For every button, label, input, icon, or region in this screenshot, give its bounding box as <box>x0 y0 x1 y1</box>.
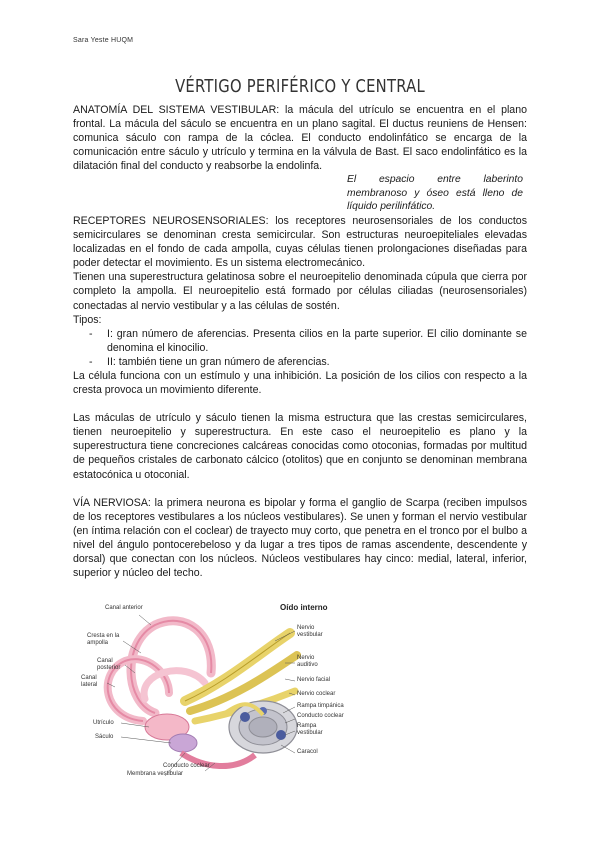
paragraph-superestructura: Tienen una superestructura gelatinosa sobre el neuroepitelio denominada cúpula que cierra por completo la ampolla. El neuroepitelio está formado por células ciliadas (neurosensoriales) conectadas al nervio vestibular y a las células de sostén. <box>73 271 527 312</box>
figure-title: Oído interno <box>280 603 328 612</box>
paragraph-via: VÍA NERVIOSA: la primera neurona es bipolar y forma el ganglio de Scarpa (reciben impulsos de los receptores vestibulares a los núcleos vestibulares). Se unen y forman el nervio vestibular (en íntima relación con el coclear) de trayecto muy corto, que penetra en el tronco por el bulbo a nivel del ángulo pontocerebeloso y da lugar a tres tipos de ramas ascendente, descendente y dorsal) que conectan con los núcleos. Núcleos vestibulares hay cinco: medial, lateral, inferior, superior y núcleo del techo. <box>73 496 527 580</box>
label-caracol: Caracol <box>297 749 318 755</box>
tipos-label: Tipos: <box>73 313 102 326</box>
author-header: Sara Yeste HUQM <box>73 37 134 44</box>
paragraph-maculas: Las máculas de utrículo y sáculo tienen la misma estructura que las crestas semicirculares, tienen neuroepitelio y superestructura. En este caso el neuroepitelio es plano y la superestructura tiene concreciones calcáreas conocidas como otoconias, formadas por multitud de pequeños cristales de carbonato cálcico (otolitos) que en conjunto se denominan membrana estatocónica u otoconial. <box>73 412 527 481</box>
paragraph-anatomia: ANATOMÍA DEL SISTEMA VESTIBULAR: la mácula del utrículo se encuentra en el plano frontal. La mácula del sáculo se encuentra en un plano sagital. El ductus reuniens de Hensen: comunica sáculo con rampa de la cóclea. El conducto endolinfático se encarga de la comunicación entre sáculo y utrículo y termina en la válvula de Bast. El saco endolinfático es la dilatación final del conducto y reabsorbe la endolinfa. <box>73 104 527 173</box>
side-note: El espacio entre laberinto membranoso y óseo está lleno de líquido perilinfático. <box>347 174 523 213</box>
label-nervio-coclear: Nervio coclear <box>297 691 336 697</box>
paragraph-receptores: RECEPTORES NEUROSENSORIALES: los receptores neurosensoriales de los conductos semicirculares se denominan cresta semicircular. Son estructuras neuroepiteliales elevadas localizadas en el fondo de cada ampolla, cuyas células tienen prolongaciones diseñadas para poder detectar el movimiento. Es un sistema electromecánico. <box>73 214 527 270</box>
list-item: - I: gran número de aferencias. Presenta cilios en la parte superior. El cilio dominante se denomina el kinocilio. <box>107 327 527 355</box>
label-rampa-vestibular: Rampa vestibular <box>297 723 323 736</box>
label-conducto-coclear-right: Conducto coclear <box>297 713 344 719</box>
inner-ear-figure <box>81 603 355 779</box>
label-nervio-auditivo: Nervio auditivo <box>297 655 318 668</box>
label-canal-anterior: Canal anterior <box>105 605 143 611</box>
label-conducto-coclear: Conducto coclear <box>163 763 210 769</box>
page-title: VÉRTIGO PERIFÉRICO Y CENTRAL <box>175 76 425 97</box>
label-cresta: Cresta en la ampolla <box>87 633 120 646</box>
label-canal-lateral: Canal lateral <box>81 675 98 688</box>
label-nervio-facial: Nervio facial <box>297 677 331 683</box>
body-content <box>73 103 527 580</box>
label-nervio-vestibular: Nervio vestibular <box>297 625 323 638</box>
paragraph-celula: La célula funciona con un estímulo y una inhibición. La posición de los cilios con respecto a la cresta provoca un movimiento diferente. <box>73 370 527 397</box>
label-utriculo: Utrículo <box>93 720 114 726</box>
label-saculo: Sáculo <box>95 734 114 740</box>
label-canal-posterior: Canal posterior <box>97 658 121 671</box>
label-rampa-timpanica: Rampa timpánica <box>297 703 344 709</box>
tipos-list <box>73 327 527 369</box>
label-membrana-vestibular: Membrana vestibular <box>127 771 184 777</box>
list-item: - II: también tiene un gran número de aferencias. <box>107 355 527 369</box>
